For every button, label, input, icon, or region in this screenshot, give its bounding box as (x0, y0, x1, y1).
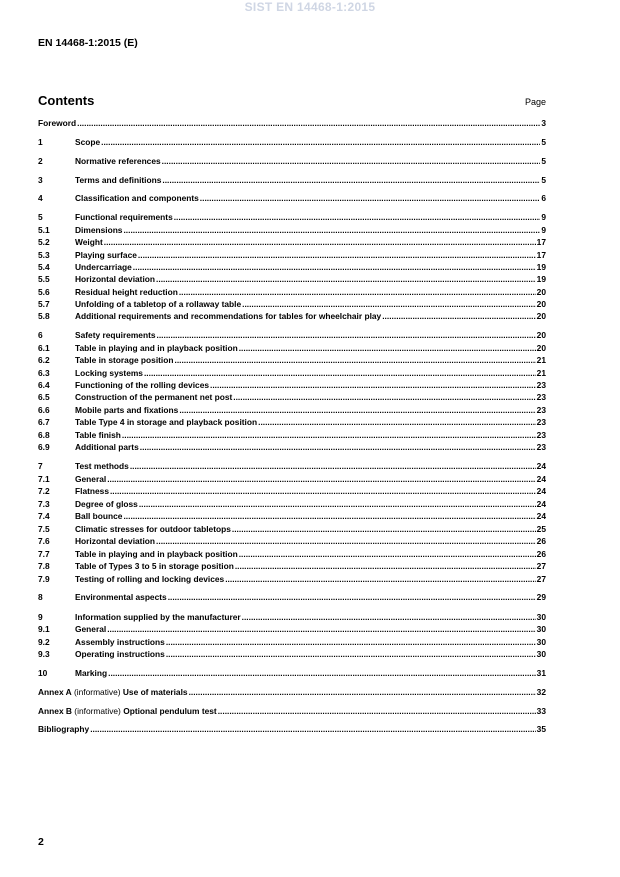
toc-entry-title (75, 355, 174, 365)
toc-entry-title (75, 299, 241, 309)
toc-entry[interactable] (38, 622, 546, 634)
toc-entry-title-text: Operating instructions (75, 649, 165, 659)
toc-entry[interactable] (38, 272, 546, 284)
toc-entry-title-text: Information supplied by the manufacturer (75, 612, 241, 622)
toc-leader-dots (156, 536, 536, 546)
toc-entry-page: 31 (536, 668, 546, 678)
toc-entry-page: 23 (536, 442, 546, 452)
toc-entry-title-text: Table in playing and in playback position (75, 549, 238, 559)
toc-entry-page: 24 (536, 461, 546, 471)
toc-entry-page: 27 (536, 574, 546, 584)
toc-entry-title-text: Bibliography (38, 724, 90, 734)
toc-entry-title (75, 193, 199, 203)
toc-entry-number: 7.2 (38, 486, 50, 496)
toc-entry[interactable] (38, 459, 546, 471)
toc-leader-dots (138, 250, 536, 260)
annex-type-label: (informative) (71, 687, 123, 697)
toc-leader-dots (139, 499, 536, 509)
toc-entry-number: 5.4 (38, 262, 50, 272)
toc-entry-title-text: Undercarriage (75, 262, 132, 272)
toc-entry-title-text: General (75, 624, 107, 634)
toc-entry[interactable] (38, 666, 546, 678)
toc-entry-page: 20 (536, 287, 546, 297)
toc-entry-page: 23 (536, 430, 546, 440)
toc-entry-title (75, 536, 155, 546)
toc-entry-title (75, 637, 165, 647)
toc-entry-title (75, 380, 209, 390)
toc-entry-title-text: Dimensions (75, 225, 123, 235)
toc-entry-page: 30 (536, 624, 546, 634)
toc-leader-dots (235, 561, 536, 571)
toc-entry[interactable] (38, 297, 546, 309)
toc-leader-dots (225, 574, 535, 584)
toc-entry-number: 9 (38, 612, 43, 622)
toc-entry-title (75, 287, 178, 297)
toc-leader-dots (90, 724, 535, 734)
toc-entry-page: 9 (541, 225, 546, 235)
toc-leader-dots (175, 355, 536, 365)
toc-leader-dots (77, 118, 540, 128)
toc-entry-title-text: Table in storage position (75, 355, 174, 365)
toc-entry-number: 5.5 (38, 274, 50, 284)
toc-entry-title-text: Table of Types 3 to 5 in storage position (75, 561, 234, 571)
toc-entry-number: 5.2 (38, 237, 50, 247)
toc-leader-dots (210, 380, 536, 390)
toc-leader-dots (218, 706, 536, 716)
toc-entry-title-text: Testing of rolling and locking devices (75, 574, 225, 584)
toc-entry-title (75, 486, 109, 496)
toc-entry[interactable] (38, 472, 546, 484)
toc-entry-title-text: Locking systems (75, 368, 143, 378)
toc-entry-page: 33 (536, 706, 546, 716)
toc-entry-page: 20 (536, 330, 546, 340)
toc-entry[interactable] (38, 223, 546, 235)
toc-entry[interactable] (38, 610, 546, 622)
toc-entry-number: 7.9 (38, 574, 50, 584)
toc-leader-dots (110, 486, 536, 496)
toc-entry-title-text: Normative references (75, 156, 161, 166)
toc-entry-page: 20 (536, 343, 546, 353)
toc-entry-title (75, 137, 100, 147)
toc-entry-title-text: General (75, 474, 107, 484)
toc-leader-dots (107, 474, 535, 484)
toc-entry-title (75, 624, 106, 634)
toc-entry-page: 24 (536, 474, 546, 484)
toc-entry-page: 20 (536, 299, 546, 309)
toc-entry-page: 6 (541, 193, 546, 203)
toc-entry-title (75, 592, 167, 602)
toc-entry-title (75, 574, 224, 584)
toc-entry-title-text: Scope (75, 137, 101, 147)
toc-entry-number: 6.4 (38, 380, 50, 390)
toc-entry-title-text: Annex A (38, 687, 72, 697)
toc-entry[interactable] (38, 378, 546, 390)
toc-leader-dots (233, 392, 535, 402)
toc-entry-title-text: Climatic stresses for outdoor tabletops (75, 524, 231, 534)
toc-entry-title (75, 175, 161, 185)
toc-entry[interactable] (38, 285, 546, 297)
toc-entry-number: 7.1 (38, 474, 50, 484)
toc-entry-page: 32 (536, 687, 546, 697)
toc-entry[interactable] (38, 722, 546, 734)
toc-entry-title-text: Additional parts (75, 442, 139, 452)
toc-entry-number: 5.8 (38, 311, 50, 321)
toc-leader-dots (133, 262, 536, 272)
toc-entry-number: 9.2 (38, 637, 50, 647)
toc-entry-page: 23 (536, 417, 546, 427)
toc-entry-title (38, 706, 217, 716)
toc-entry-number: 6.2 (38, 355, 50, 365)
toc-entry-title-text: Playing surface (75, 250, 137, 260)
toc-entry-page: 25 (536, 524, 546, 534)
toc-entry[interactable] (38, 547, 546, 559)
toc-entry-page: 5 (541, 137, 546, 147)
toc-entry-page: 20 (536, 311, 546, 321)
toc-entry-title-text: Test methods (75, 461, 129, 471)
toc-entry-number: 8 (38, 592, 43, 602)
toc-entry-title-text: Horizontal deviation (75, 274, 156, 284)
toc-leader-dots (200, 193, 541, 203)
toc-entry-number: 10 (38, 668, 48, 678)
toc-entry-title-text: Terms and definitions (75, 175, 162, 185)
toc-entry-title (75, 474, 106, 484)
toc-leader-dots (242, 612, 536, 622)
toc-entry[interactable] (38, 210, 546, 222)
toc-entry-title (75, 274, 155, 284)
toc-entry-number: 4 (38, 193, 43, 203)
toc-leader-dots (382, 311, 535, 321)
toc-entry-title-text: Table Type 4 in storage and playback position (75, 417, 258, 427)
toc-entry-number: 7.6 (38, 536, 50, 546)
toc-leader-dots (166, 637, 536, 647)
toc-leader-dots (166, 649, 536, 659)
toc-entry-page: 19 (536, 274, 546, 284)
toc-entry[interactable] (38, 522, 546, 534)
toc-entry-number: 6 (38, 330, 43, 340)
toc-entry-title (75, 524, 231, 534)
toc-entry-page: 24 (536, 486, 546, 496)
toc-leader-dots (130, 461, 536, 471)
toc-leader-dots (168, 592, 536, 602)
toc-entry-title-text: Horizontal deviation (75, 536, 156, 546)
toc-entry-page: 3 (541, 118, 546, 128)
toc-entry-title (75, 392, 232, 402)
toc-entry-number: 7.5 (38, 524, 50, 534)
toc-entry-page: 21 (536, 368, 546, 378)
toc-entry-page: 9 (541, 212, 546, 222)
toc-entry[interactable] (38, 135, 546, 147)
toc-entry[interactable] (38, 484, 546, 496)
annex-title-text: Optional pendulum test (123, 706, 217, 716)
toc-entry-page: 5 (541, 156, 546, 166)
toc-entry-number: 1 (38, 137, 43, 147)
toc-entry[interactable] (38, 685, 546, 697)
toc-entry-number: 6.3 (38, 368, 50, 378)
toc-entry-title-text: Functional requirements (75, 212, 173, 222)
toc-entry-page: 21 (536, 355, 546, 365)
toc-entry[interactable] (38, 559, 546, 571)
toc-entry-title (75, 405, 178, 415)
toc-entry-title-text: Foreword (38, 118, 77, 128)
annex-title-text: Use of materials (122, 687, 188, 697)
toc-entry-page: 23 (536, 405, 546, 415)
toc-leader-dots (123, 225, 540, 235)
toc-leader-dots (239, 343, 536, 353)
toc-entry-title (75, 649, 165, 659)
toc-entry-title (75, 250, 137, 260)
toc-entry[interactable] (38, 248, 546, 260)
toc-entry-number: 6.6 (38, 405, 50, 415)
toc-entry-title (75, 561, 234, 571)
toc-entry-title (75, 430, 121, 440)
toc-entry[interactable] (38, 154, 546, 166)
toc-entry-page: 26 (536, 549, 546, 559)
toc-leader-dots (179, 287, 536, 297)
toc-entry-page: 19 (536, 262, 546, 272)
toc-leader-dots (101, 137, 540, 147)
toc-leader-dots (122, 430, 536, 440)
toc-entry-page: 30 (536, 649, 546, 659)
toc-entry[interactable] (38, 191, 546, 203)
toc-entry-page: 35 (536, 724, 546, 734)
toc-entry[interactable] (38, 590, 546, 602)
toc-entry-title-text: Ball bounce (75, 511, 123, 521)
toc-entry-title-text: Assembly instructions (75, 637, 165, 647)
toc-leader-dots (174, 212, 541, 222)
toc-entry-page: 17 (536, 237, 546, 247)
toc-entry-title (75, 225, 122, 235)
toc-entry-number: 7.3 (38, 499, 50, 509)
toc-entry-title (75, 212, 173, 222)
toc-entry-title-text: Functioning of the rolling devices (75, 380, 210, 390)
toc-leader-dots (123, 511, 535, 521)
toc-entry-number: 5.3 (38, 250, 50, 260)
toc-leader-dots (157, 330, 536, 340)
toc-entry-number: 5.6 (38, 287, 50, 297)
toc-entry-title-text: Classification and components (75, 193, 199, 203)
toc-entry-title (75, 343, 238, 353)
toc-entry-page: 27 (536, 561, 546, 571)
watermark: SIST EN 14468-1:2015 (244, 0, 376, 14)
toc-entry-number: 9.1 (38, 624, 50, 634)
toc-leader-dots (104, 237, 536, 247)
toc-entry[interactable] (38, 353, 546, 365)
toc-entry-title (75, 237, 103, 247)
toc-entry[interactable] (38, 390, 546, 402)
page-column-label: Page (524, 97, 546, 107)
toc-entry[interactable] (38, 497, 546, 509)
toc-entry-title (75, 499, 138, 509)
toc-entry-title (75, 417, 257, 427)
toc-entry[interactable] (38, 173, 546, 185)
toc-entry[interactable] (38, 366, 546, 378)
toc-entry-number: 6.9 (38, 442, 50, 452)
toc-entry-title-text: Safety requirements (75, 330, 156, 340)
toc-entry[interactable] (38, 403, 546, 415)
toc-entry-title (75, 612, 241, 622)
toc-entry-title-text: Construction of the permanent net post (75, 392, 233, 402)
document-id: EN 14468-1:2015 (E) (38, 37, 138, 49)
page-number: 2 (38, 836, 44, 848)
toc-entry-title-text: Table in playing and in playback position (75, 343, 238, 353)
contents-title: Contents (38, 93, 95, 108)
toc-entry[interactable] (38, 116, 546, 128)
toc-entry-number: 7.8 (38, 561, 50, 571)
toc-entry-page: 29 (536, 592, 546, 602)
annex-type-label: (informative) (71, 706, 124, 716)
toc-leader-dots (108, 668, 536, 678)
toc-entry-title (75, 262, 132, 272)
toc-entry-number: 6.8 (38, 430, 50, 440)
toc-entry-number: 7 (38, 461, 43, 471)
toc-entry[interactable] (38, 704, 546, 716)
toc-leader-dots (144, 368, 536, 378)
toc-entry[interactable] (38, 534, 546, 546)
toc-entry-title (38, 687, 188, 697)
toc-entry-title (75, 668, 107, 678)
toc-entry-page: 26 (536, 536, 546, 546)
toc-entry[interactable] (38, 235, 546, 247)
toc-entry-page: 17 (536, 250, 546, 260)
toc-entry-number: 6.1 (38, 343, 50, 353)
toc-leader-dots (162, 175, 540, 185)
toc-entry-title (75, 511, 122, 521)
toc-entry-page: 24 (536, 511, 546, 521)
toc-entry-title (75, 461, 129, 471)
toc-entry-title (75, 442, 139, 452)
toc-entry-page: 23 (536, 380, 546, 390)
toc-entry-number: 9.3 (38, 649, 50, 659)
toc-entry-title-text: Annex B (38, 706, 72, 716)
toc-leader-dots (239, 549, 536, 559)
toc-entry-title (75, 156, 161, 166)
toc-entry-title-text: Table finish (75, 430, 121, 440)
toc-entry-title-text: Degree of gloss (75, 499, 138, 509)
toc-entry-number: 5.1 (38, 225, 50, 235)
toc-leader-dots (140, 442, 536, 452)
toc-entry-title (38, 118, 76, 128)
toc-leader-dots (232, 524, 536, 534)
toc-leader-dots (258, 417, 536, 427)
toc-entry-title (75, 330, 156, 340)
toc-entry[interactable] (38, 440, 546, 452)
toc-entry-page: 5 (541, 175, 546, 185)
toc-entry[interactable] (38, 647, 546, 659)
toc-entry-page: 24 (536, 499, 546, 509)
toc-entry-page: 30 (536, 612, 546, 622)
toc-entry-page: 30 (536, 637, 546, 647)
toc-entry-title-text: Unfolding of a tabletop of a rollaway table (75, 299, 242, 309)
toc-entry-number: 6.5 (38, 392, 50, 402)
toc-entry[interactable] (38, 572, 546, 584)
toc-leader-dots (179, 405, 535, 415)
toc-entry[interactable] (38, 635, 546, 647)
toc-leader-dots (162, 156, 541, 166)
toc-entry-title (38, 724, 89, 734)
toc-entry[interactable] (38, 328, 546, 340)
toc-entry-number: 5.7 (38, 299, 50, 309)
toc-entry-number: 2 (38, 156, 43, 166)
toc-entry-title-text: Additional requirements and recommendations for tables for wheelchair play (75, 311, 382, 321)
toc-entry-number: 6.7 (38, 417, 50, 427)
toc-entry[interactable] (38, 341, 546, 353)
toc-entry-number: 3 (38, 175, 43, 185)
toc-leader-dots (189, 687, 536, 697)
toc-leader-dots (107, 624, 535, 634)
toc-leader-dots (156, 274, 536, 284)
toc-entry[interactable] (38, 509, 546, 521)
toc-entry-title (75, 311, 381, 321)
toc-entry-title (75, 368, 143, 378)
toc-entry[interactable] (38, 309, 546, 321)
toc-entry-title-text: Residual height reduction (75, 287, 178, 297)
toc-entry-number: 5 (38, 212, 43, 222)
toc-leader-dots (242, 299, 536, 309)
toc-entry[interactable] (38, 415, 546, 427)
toc-entry-page: 23 (536, 392, 546, 402)
toc-entry-number: 7.7 (38, 549, 50, 559)
toc-entry-title-text: Flatness (75, 486, 109, 496)
toc-entry-title (75, 549, 238, 559)
toc-entry-title-text: Marking (75, 668, 108, 678)
toc-entry-title-text: Weight (75, 237, 103, 247)
toc-entry-number: 7.4 (38, 511, 50, 521)
toc-entry[interactable] (38, 428, 546, 440)
toc-entry[interactable] (38, 260, 546, 272)
toc-entry-title-text: Mobile parts and fixations (75, 405, 179, 415)
toc-entry-title-text: Environmental aspects (75, 592, 167, 602)
